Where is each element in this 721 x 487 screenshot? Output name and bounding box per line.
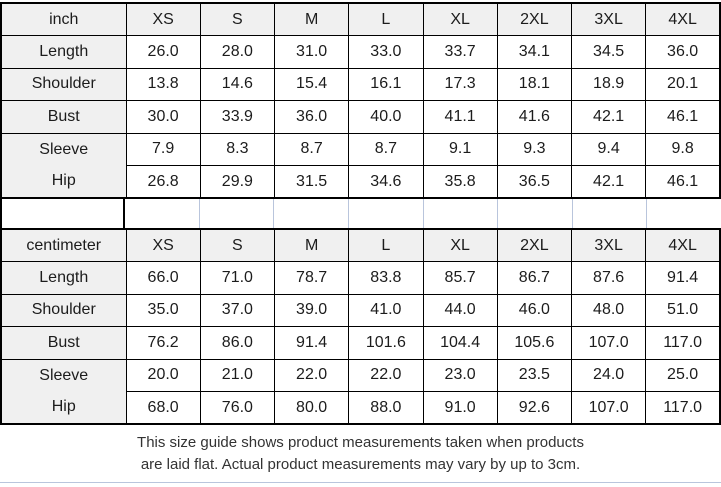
- measurement-value: 15.4: [275, 68, 349, 101]
- measurement-value: 39.0: [275, 294, 349, 327]
- gridline-cell: [647, 199, 721, 228]
- measurement-value: 20.1: [646, 68, 720, 101]
- measurement-value: 76.0: [200, 392, 274, 425]
- measurement-value: 24.0: [572, 359, 646, 392]
- measurement-value: 26.8: [126, 166, 200, 199]
- measurement-value: 44.0: [423, 294, 497, 327]
- measurement-value: 30.0: [126, 101, 200, 134]
- measurement-value: 16.1: [349, 68, 423, 101]
- measurement-value: 37.0: [200, 294, 274, 327]
- measurement-value: 68.0: [126, 392, 200, 425]
- measurement-label: Sleeve: [1, 359, 126, 392]
- gridline-cell: [498, 199, 573, 228]
- measurement-value: 41.1: [423, 101, 497, 134]
- measurement-value: 91.0: [423, 392, 497, 425]
- measurement-label: Length: [1, 262, 126, 295]
- measurement-label: Bust: [1, 101, 126, 134]
- measurement-value: 8.7: [349, 133, 423, 166]
- measurement-value: 35.0: [126, 294, 200, 327]
- measurement-row: [1, 36, 720, 69]
- size-column-header: 4XL: [646, 229, 720, 262]
- measurement-value: 36.0: [646, 36, 720, 69]
- measurement-value: 88.0: [349, 392, 423, 425]
- measurement-value: 9.1: [423, 133, 497, 166]
- measurement-value: 9.3: [497, 133, 571, 166]
- measurement-value: 35.8: [423, 166, 497, 199]
- measurement-value: 33.9: [200, 101, 274, 134]
- measurement-row: [1, 359, 720, 392]
- note-line-2: are laid flat. Actual product measurements may vary by up to 3cm.: [140, 455, 581, 473]
- unit-label-cell: centimeter: [1, 229, 126, 262]
- size-column-header: S: [200, 3, 274, 36]
- measurement-value: 33.7: [423, 36, 497, 69]
- measurement-value: 18.9: [572, 68, 646, 101]
- measurement-value: 8.7: [275, 133, 349, 166]
- measurement-value: 92.6: [497, 392, 571, 425]
- gridline-cell: [125, 199, 200, 228]
- size-header-row: [1, 3, 720, 36]
- measurement-label: Shoulder: [1, 68, 126, 101]
- measurement-value: 22.0: [349, 359, 423, 392]
- size-column-header: 4XL: [646, 3, 720, 36]
- measurement-value: 91.4: [646, 262, 720, 295]
- measurement-value: 36.5: [497, 166, 571, 199]
- size-column-header: XL: [423, 229, 497, 262]
- measurement-value: 31.5: [275, 166, 349, 199]
- measurement-row: [1, 68, 720, 101]
- measurement-row: [1, 166, 720, 199]
- measurement-value: 83.8: [349, 262, 423, 295]
- measurement-value: 22.0: [275, 359, 349, 392]
- measurement-label: Length: [1, 36, 126, 69]
- unit-label-cell: inch: [1, 3, 126, 36]
- measurement-label: Shoulder: [1, 294, 126, 327]
- measurement-value: 117.0: [646, 392, 720, 425]
- measurement-label: Bust: [1, 327, 126, 360]
- measurement-value: 101.6: [349, 327, 423, 360]
- measurement-row: [1, 262, 720, 295]
- measurement-value: 21.0: [200, 359, 274, 392]
- gridline-cell: [424, 199, 499, 228]
- measurement-value: 41.6: [497, 101, 571, 134]
- blank-gridline-cells: [125, 199, 721, 228]
- size-column-header: M: [275, 229, 349, 262]
- bottom-gridline: [0, 482, 721, 483]
- size-column-header: L: [349, 229, 423, 262]
- measurement-value: 26.0: [126, 36, 200, 69]
- measurement-row: [1, 327, 720, 360]
- measurement-value: 34.5: [572, 36, 646, 69]
- measurement-value: 42.1: [572, 166, 646, 199]
- gridline-cell: [274, 199, 349, 228]
- measurement-value: 66.0: [126, 262, 200, 295]
- measurement-value: 13.8: [126, 68, 200, 101]
- measurement-value: 36.0: [275, 101, 349, 134]
- measurement-value: 34.1: [497, 36, 571, 69]
- measurement-value: 87.6: [572, 262, 646, 295]
- size-column-header: XS: [126, 3, 200, 36]
- measurement-value: 29.9: [200, 166, 274, 199]
- measurement-label: Sleeve: [1, 133, 126, 166]
- measurement-value: 71.0: [200, 262, 274, 295]
- measurement-value: 76.2: [126, 327, 200, 360]
- measurement-value: 46.1: [646, 101, 720, 134]
- measurement-value: 107.0: [572, 327, 646, 360]
- measurement-value: 40.0: [349, 101, 423, 134]
- measurement-value: 28.0: [200, 36, 274, 69]
- measurement-value: 41.0: [349, 294, 423, 327]
- measurement-value: 14.6: [200, 68, 274, 101]
- size-column-header: XL: [423, 3, 497, 36]
- measurement-value: 34.6: [349, 166, 423, 199]
- measurement-row: [1, 392, 720, 425]
- measurement-value: 107.0: [572, 392, 646, 425]
- measurement-value: 91.4: [275, 327, 349, 360]
- measurement-value: 23.0: [423, 359, 497, 392]
- measurement-row: [1, 101, 720, 134]
- measurement-value: 85.7: [423, 262, 497, 295]
- size-column-header: 2XL: [497, 229, 571, 262]
- size-column-header: XS: [126, 229, 200, 262]
- size-column-header: 2XL: [497, 3, 571, 36]
- measurement-row: [1, 133, 720, 166]
- measurement-value: 117.0: [646, 327, 720, 360]
- blank-row: [0, 199, 721, 228]
- measurement-value: 17.3: [423, 68, 497, 101]
- measurement-value: 9.4: [572, 133, 646, 166]
- gridline-cell: [200, 199, 275, 228]
- size-column-header: 3XL: [572, 3, 646, 36]
- measurement-value: 18.1: [497, 68, 571, 101]
- size-table-centimeter: [0, 228, 721, 425]
- size-column-header: S: [200, 229, 274, 262]
- measurement-value: 80.0: [275, 392, 349, 425]
- size-column-header: L: [349, 3, 423, 36]
- size-column-header: 3XL: [572, 229, 646, 262]
- measurement-value: 8.3: [200, 133, 274, 166]
- size-column-header: M: [275, 3, 349, 36]
- measurement-value: 105.6: [497, 327, 571, 360]
- size-header-row: [1, 229, 720, 262]
- measurement-value: 46.0: [497, 294, 571, 327]
- measurement-label: Hip: [1, 166, 126, 199]
- measurement-value: 7.9: [126, 133, 200, 166]
- measurement-value: 9.8: [646, 133, 720, 166]
- measurement-value: 86.7: [497, 262, 571, 295]
- measurement-value: 104.4: [423, 327, 497, 360]
- measurement-note: [0, 432, 721, 475]
- measurement-row: [1, 294, 720, 327]
- measurement-value: 25.0: [646, 359, 720, 392]
- measurement-label: Hip: [1, 392, 126, 425]
- note-line-1: This size guide shows product measurements taken when products: [137, 434, 584, 451]
- measurement-value: 31.0: [275, 36, 349, 69]
- measurement-value: 78.7: [275, 262, 349, 295]
- gridline-cell: [573, 199, 648, 228]
- measurement-value: 51.0: [646, 294, 720, 327]
- gridline-cell: [349, 199, 424, 228]
- measurement-value: 42.1: [572, 101, 646, 134]
- measurement-value: 86.0: [200, 327, 274, 360]
- measurement-value: 48.0: [572, 294, 646, 327]
- measurement-value: 46.1: [646, 166, 720, 199]
- measurement-value: 23.5: [497, 359, 571, 392]
- blank-label-cell: [0, 199, 125, 228]
- size-table-inch: [0, 2, 721, 199]
- measurement-value: 20.0: [126, 359, 200, 392]
- measurement-value: 33.0: [349, 36, 423, 69]
